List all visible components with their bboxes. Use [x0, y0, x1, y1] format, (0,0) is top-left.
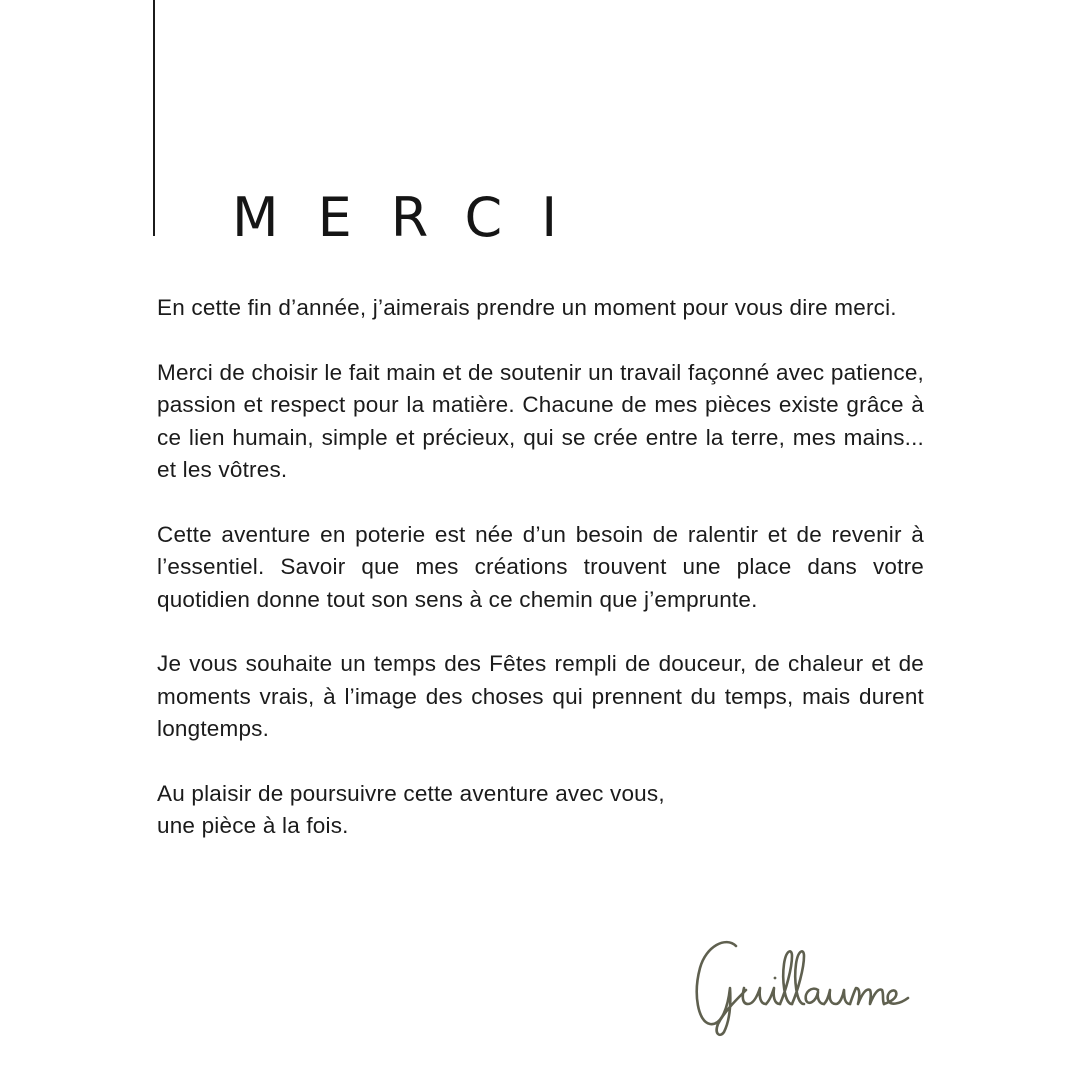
paragraph-intro: En cette fin d’année, j’aimerais prendre un moment pour vous dire merci. [157, 295, 897, 320]
paragraph-pottery: Cette aventure en poterie est née d’un besoin de ralentir et de revenir à l’essentiel. Savoir que mes créations trouvent une place dans votre quotidien donne tout son sens à ce chemin que j’emprunte. [157, 521, 924, 612]
vertical-accent-line [153, 0, 155, 236]
closing-line-1: Au plaisir de poursuivre cette aventure avec vous, [157, 780, 665, 806]
paragraph-handmade: Merci de choisir le fait main et de soutenir un travail façonné avec patience, passion et respect pour la matière. Chacune de mes pièces existe grâce à ce lien humain, simple et précieux, qui se crée entre la terre, mes mains... et les vôtres. [157, 359, 924, 482]
closing-line-2: une pièce à la fois. [157, 813, 349, 838]
paragraph-wishes: Je vous souhaite un temps des Fêtes rempli de douceur, de chaleur et de moments vrais, à l’image des choses qui prennent du temps, mais durent longtemps. [157, 651, 924, 741]
page-title: MERCI [232, 186, 597, 249]
paragraph-closing [157, 778, 924, 843]
signature [688, 928, 928, 1040]
letter-body [157, 292, 924, 875]
